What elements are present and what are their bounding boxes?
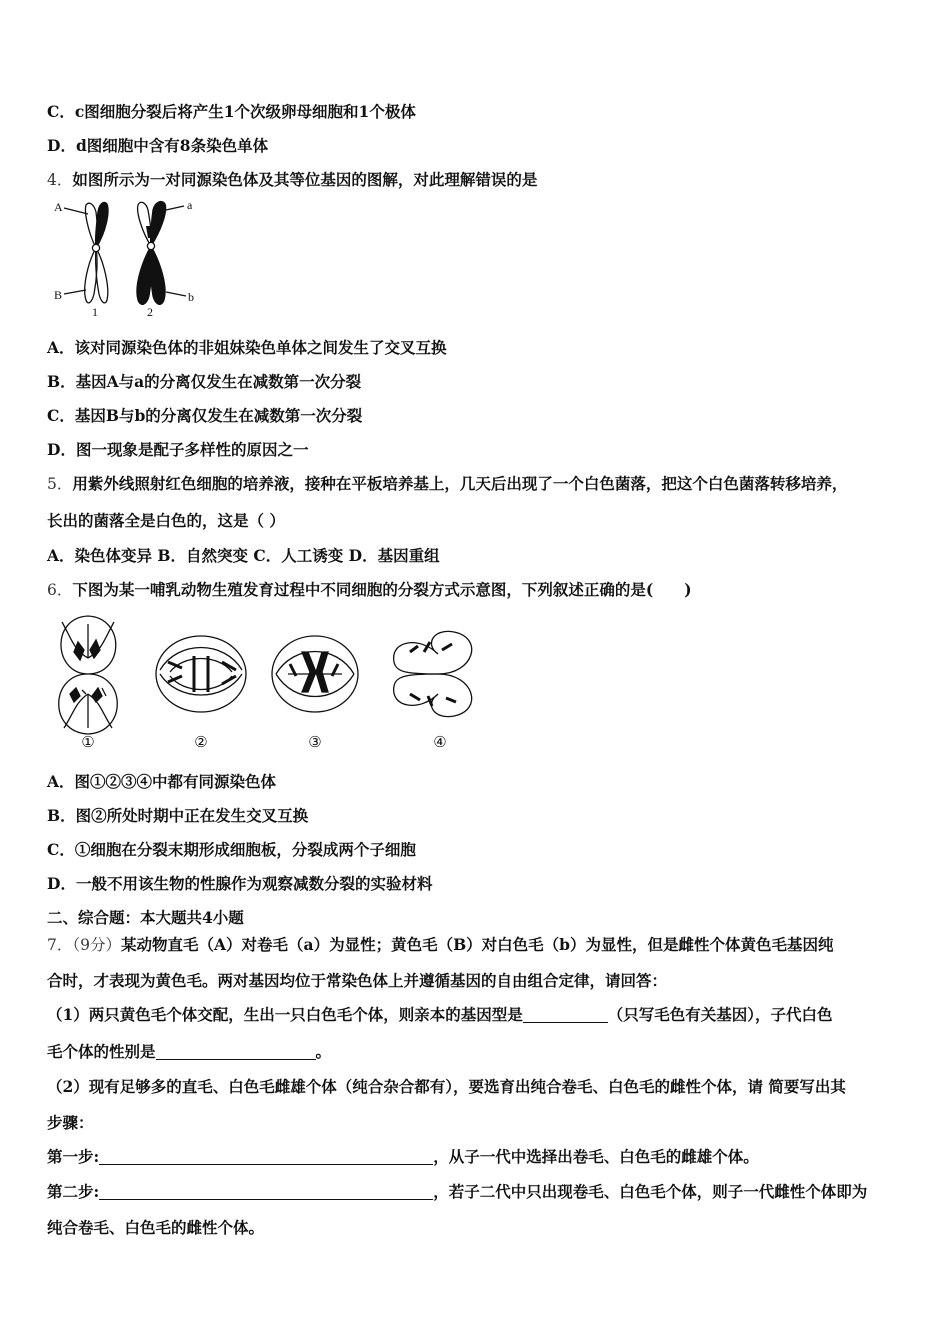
gene-label-b: b (188, 290, 194, 304)
q5-stem-text: 用紫外线照射红色细胞的培养液，接种在平板培养基上，几天后出现了一个白色菌落，把这个白色菌落转移培养， (72, 474, 848, 493)
q4-stem-text: 如图所示为一对同源染色体及其等位基因的图解，对此理解错误的是 (72, 170, 538, 189)
q7-stem-line1 (47, 935, 910, 955)
q4-option-c: C．基因B与b的分离仅发生在减数第一次分裂 (47, 406, 363, 425)
step1-label: 第一步: (47, 1147, 100, 1166)
q4-option-b: B．基因A与a的分离仅发生在减数第一次分裂 (47, 372, 362, 391)
q7-number: 7． (47, 936, 73, 954)
q3-option-c: C．c图细胞分裂后将产生1个次级卵母细胞和1个极体 (47, 102, 416, 121)
answer-blank-genotype[interactable] (523, 1007, 608, 1023)
q5-number: 5． (47, 475, 73, 493)
cell-2 (156, 636, 246, 712)
q7-stem-line2: 合时，才表现为黄色毛。两对基因均位于常染色体上并遵循基因的自由组合定律，请回答： (47, 971, 668, 990)
cell-label-3: ③ (308, 735, 322, 751)
cell-label-4: ④ (433, 735, 447, 751)
q7-part1-text-a: （1）两只黄色毛个体交配，生出一只白色毛个体，则亲本的基因型是 (47, 1005, 523, 1024)
q7-stem-text: 某动物直毛（A）对卷毛（a）为显性；黄色毛（B）对白色毛（b）为显性，但是雌性个体黄色毛基因纯 (121, 935, 834, 954)
answer-blank-sex[interactable] (156, 1044, 316, 1060)
q4-number: 4． (47, 171, 73, 189)
q7-part2-line1: （2）现有足够多的直毛、白色毛雌雄个体（纯合杂合都有），要选育出纯合卷毛、白色毛的雌性个体，请 简要写出其 (47, 1077, 846, 1096)
centromere-1 (92, 244, 99, 251)
q7-part1-line2 (47, 1042, 910, 1062)
chromosome-number-1: 1 (92, 305, 98, 319)
q7-part1-line1 (47, 1005, 910, 1025)
cell-label-2: ② (194, 735, 208, 751)
step2-text: ，若子二代中只出现卷毛、白色毛个体，则子一代雌性个体即为 (433, 1182, 868, 1201)
q4-option-d: D．图一现象是配子多样性的原因之一 (47, 440, 309, 459)
chromosome-2-top-right (151, 202, 166, 246)
gene-label-a: a (187, 198, 193, 212)
q7-score: （9分） (72, 936, 121, 954)
chromosome-2-bottom-left (137, 246, 152, 304)
q6-stem-text: 下图为某一哺乳动物生殖发育过程中不同细胞的分裂方式示意图，下列叙述正确的是( ) (72, 580, 692, 599)
chromosome-figure (50, 196, 210, 320)
chromosome-2-bottom-right (150, 246, 165, 304)
q5-options: A．染色体变异 B．自然突变 C．人工诱变 D．基因重组 (47, 546, 440, 565)
step1-text: ，从子一代中选择出卷毛、白色毛的雌雄个体。 (433, 1147, 759, 1166)
step2-label: 第二步: (47, 1182, 100, 1201)
q7-step2 (47, 1182, 910, 1202)
q6-option-b: B．图②所处时期中正在发生交叉互换 (47, 806, 309, 825)
chromosome-1-top-right (96, 202, 108, 248)
q6-number: 6． (47, 581, 73, 599)
cell-label-1: ① (81, 735, 95, 751)
q3-option-d: D．d图细胞中含有8条染色单体 (47, 136, 269, 155)
chromosome-number-2: 2 (147, 305, 153, 319)
cell-4 (394, 631, 472, 716)
q6-option-c: C．①细胞在分裂末期形成细胞板，分裂成两个子细胞 (47, 840, 416, 859)
q6-stem (47, 580, 910, 600)
q7-step2-line2: 纯合卷毛、白色毛的雌性个体。 (47, 1218, 265, 1237)
section-2-heading: 二、综合题：本大题共4小题 (47, 908, 244, 927)
q7-part1-text-c: 毛个体的性别是 (47, 1042, 156, 1061)
q7-step1 (47, 1147, 910, 1167)
answer-blank-step1[interactable] (99, 1149, 433, 1165)
q5-stem-line1 (47, 474, 910, 494)
gene-label-B: B (54, 288, 63, 302)
q4-stem (47, 170, 910, 190)
q7-part2-line2: 步骤： (47, 1113, 94, 1132)
answer-blank-step2[interactable] (99, 1184, 433, 1200)
cell-1 (59, 616, 118, 734)
gene-label-A: A (54, 200, 63, 214)
cell-division-figure (44, 610, 494, 752)
cell-3 (272, 636, 358, 712)
q5-stem-line2: 长出的菌落全是白色的，这是（ ） (47, 511, 285, 530)
q7-part1-text-d: 。 (315, 1042, 332, 1061)
q7-part1-text-b: （只写毛色有关基因），子代白色 (607, 1005, 833, 1024)
centromere-2 (147, 242, 154, 249)
q4-option-a: A．该对同源染色体的非姐妹染色单体之间发生了交叉互换 (47, 338, 447, 357)
chromosome-2-top-left (138, 202, 152, 246)
q6-option-d: D．一般不用该生物的性腺作为观察减数分裂的实验材料 (47, 874, 433, 893)
q6-option-a: A．图①②③④中都有同源染色体 (47, 772, 277, 791)
